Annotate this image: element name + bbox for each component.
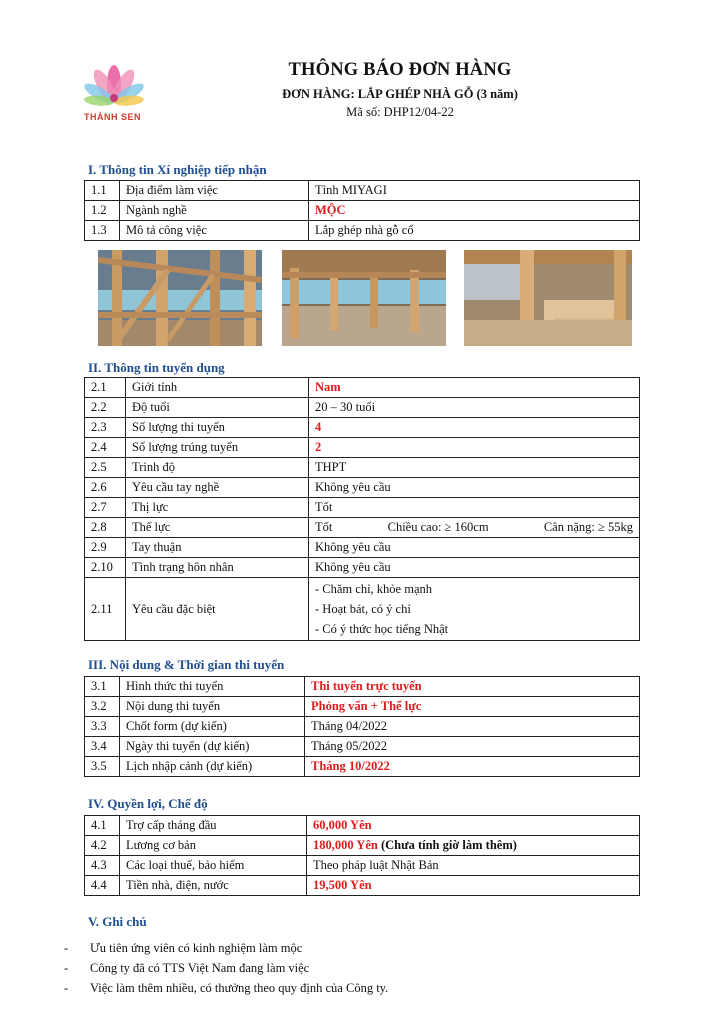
table-row [85, 876, 640, 896]
row-number: 4.4 [85, 876, 120, 896]
section-2-title: II. Thông tin tuyển dụng [88, 360, 225, 375]
row-value: Thi tuyển trực tuyến [305, 677, 640, 697]
row-number: 2.1 [85, 378, 126, 398]
requirement-line: - Hoạt bát, có ý chí [315, 602, 411, 616]
row-value: 19,500 Yên [307, 876, 640, 896]
row-value: Tháng 10/2022 [305, 757, 640, 777]
row-label: Giới tính [126, 378, 309, 398]
wooden-frame-photo-1 [98, 250, 262, 346]
row-number: 1.1 [85, 181, 120, 201]
list-item: - Việc làm thêm nhiều, có thưởng theo quy định của Công ty. [64, 978, 388, 998]
note-text: Việc làm thêm nhiều, có thưởng theo quy định của Công ty. [90, 981, 389, 995]
row-label: Tiền nhà, điện, nước [120, 876, 307, 896]
order-code: Mã số: DHP12/04-22 [346, 105, 454, 119]
row-label: Độ tuổi [126, 398, 309, 418]
section-4-table [84, 815, 640, 896]
row-number: 3.5 [85, 757, 120, 777]
salary-cell [307, 836, 640, 856]
section-3-title: III. Nội dung & Thời gian thi tuyển [88, 657, 285, 672]
row-label: Lương cơ bản [120, 836, 307, 856]
section-1-title: I. Thông tin Xí nghiệp tiếp nhận [88, 162, 267, 177]
requirement-line: - Có ý thức học tiếng Nhật [315, 622, 449, 636]
table-row [85, 538, 640, 558]
row-label: Số lượng trúng tuyển [126, 438, 309, 458]
row-number: 2.6 [85, 478, 126, 498]
row-number: 2.10 [85, 558, 126, 578]
section-4-title: IV. Quyền lợi, Chế độ [88, 796, 208, 811]
list-item: - Ưu tiên ứng viên có kinh nghiệm làm mộc [64, 938, 388, 958]
row-number: 2.2 [85, 398, 126, 418]
row-value: Tháng 04/2022 [305, 717, 640, 737]
table-row [85, 697, 640, 717]
height-requirement: Chiều cao: ≥ 160cm [387, 520, 489, 534]
salary-note: (Chưa tính giờ làm thêm) [380, 838, 517, 852]
section-3-table [84, 676, 640, 777]
row-label: Các loại thuế, bảo hiểm [120, 856, 307, 876]
row-value: Nam [309, 378, 640, 398]
row-value: 4 [309, 418, 640, 438]
row-value: 60,000 Yên [307, 816, 640, 836]
section-2-table [84, 377, 640, 641]
row-value: Phỏng vấn + Thể lực [305, 697, 640, 717]
row-number: 2.4 [85, 438, 126, 458]
requirement-line: - Chăm chỉ, khỏe mạnh [315, 582, 432, 596]
row-number: 2.3 [85, 418, 126, 438]
section-5-title: V. Ghi chú [88, 914, 147, 929]
table-row [85, 458, 640, 478]
row-value: 2 [309, 438, 640, 458]
table-row [85, 378, 640, 398]
row-label: Yêu cầu đặc biệt [126, 578, 309, 641]
table-row [85, 221, 640, 241]
note-text: Công ty đã có TTS Việt Nam đang làm việc [90, 961, 310, 975]
row-number: 3.2 [85, 697, 120, 717]
row-label: Lịch nhập cảnh (dự kiến) [120, 757, 305, 777]
row-number: 2.11 [85, 578, 126, 641]
table-row [85, 836, 640, 856]
row-label: Tay thuận [126, 538, 309, 558]
table-row [85, 757, 640, 777]
row-value: Tốt [309, 498, 640, 518]
row-value: 20 – 30 tuổi [309, 398, 640, 418]
row-label: Yêu cầu tay nghề [126, 478, 309, 498]
row-value: Tỉnh MIYAGI [309, 181, 640, 201]
row-label: Mô tả công việc [120, 221, 309, 241]
row-label: Chốt form (dự kiến) [120, 717, 305, 737]
section-1-table [84, 180, 640, 241]
wooden-frame-photo-2 [282, 250, 446, 346]
row-value: Lắp ghép nhà gỗ cổ [309, 221, 640, 241]
order-subtitle: ĐƠN HÀNG: LẮP GHÉP NHÀ GỖ (3 năm) [282, 87, 518, 101]
row-label: Địa điểm làm việc [120, 181, 309, 201]
row-number: 2.9 [85, 538, 126, 558]
table-row [85, 856, 640, 876]
row-label: Trình độ [126, 458, 309, 478]
row-label: Tình trạng hôn nhân [126, 558, 309, 578]
table-row [85, 518, 640, 538]
row-value: Tháng 05/2022 [305, 737, 640, 757]
table-row [85, 418, 640, 438]
table-row [85, 578, 640, 641]
row-number: 3.3 [85, 717, 120, 737]
table-row [85, 478, 640, 498]
row-label: Thị lực [126, 498, 309, 518]
table-row [85, 558, 640, 578]
list-item: - Công ty đã có TTS Việt Nam đang làm việc [64, 958, 388, 978]
row-value: Tốt [315, 520, 333, 534]
page-title: THÔNG BÁO ĐƠN HÀNG [288, 60, 512, 80]
row-value: Theo pháp luật Nhật Bản [307, 856, 640, 876]
row-number: 4.3 [85, 856, 120, 876]
row-value: Không yêu cầu [309, 478, 640, 498]
row-label: Ngành nghề [120, 201, 309, 221]
row-label: Hình thức thi tuyển [120, 677, 305, 697]
row-label: Trợ cấp tháng đầu [120, 816, 307, 836]
weight-requirement: Cân nặng: ≥ 55kg [543, 520, 633, 534]
row-value: Không yêu cầu [309, 538, 640, 558]
row-number: 2.5 [85, 458, 126, 478]
table-row [85, 181, 640, 201]
row-value: 180,000 Yên [313, 838, 378, 852]
row-value: MỘC [309, 201, 640, 221]
table-row [85, 438, 640, 458]
row-number: 1.3 [85, 221, 120, 241]
row-number: 1.2 [85, 201, 120, 221]
row-number: 2.7 [85, 498, 126, 518]
table-row [85, 717, 640, 737]
notes-list [64, 938, 388, 998]
row-label: Thể lực [126, 518, 309, 538]
logo-text: THÀNH SEN [84, 112, 142, 122]
note-text: Ưu tiên ứng viên có kinh nghiệm làm mộc [90, 941, 303, 955]
row-value: Không yêu cầu [309, 558, 640, 578]
row-number: 3.1 [85, 677, 120, 697]
physical-requirements [309, 518, 640, 538]
row-number: 3.4 [85, 737, 120, 757]
table-row [85, 498, 640, 518]
special-requirements [309, 578, 640, 641]
row-value: THPT [309, 458, 640, 478]
table-row [85, 201, 640, 221]
table-row [85, 398, 640, 418]
table-row [85, 737, 640, 757]
work-photos [98, 250, 632, 346]
row-number: 4.2 [85, 836, 120, 856]
table-row [85, 677, 640, 697]
row-number: 2.8 [85, 518, 126, 538]
wooden-frame-photo-3 [464, 250, 632, 346]
row-label: Ngày thi tuyển (dự kiến) [120, 737, 305, 757]
row-label: Nội dung thi tuyển [120, 697, 305, 717]
table-row [85, 816, 640, 836]
row-number: 4.1 [85, 816, 120, 836]
row-label: Số lượng thi tuyển [126, 418, 309, 438]
